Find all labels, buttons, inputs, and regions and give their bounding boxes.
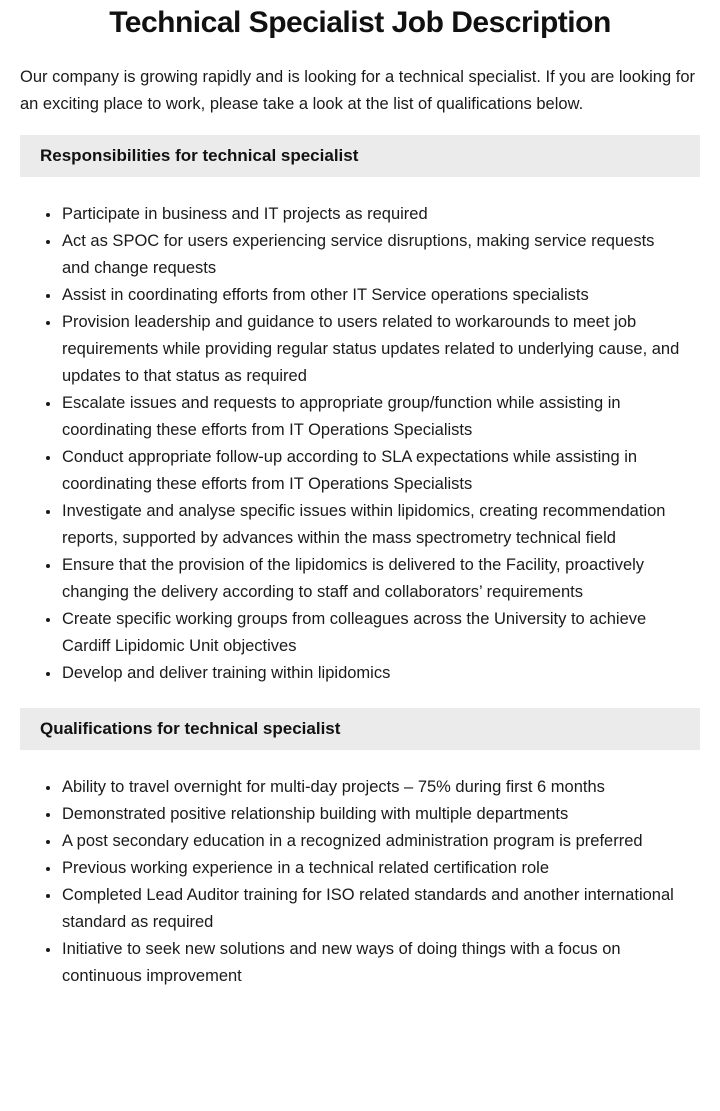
list-item: • Previous working experience in a technical related certification role — [61, 855, 682, 882]
list-item: • Conduct appropriate follow-up according to SLA expectations while assisting in coordinating these efforts from IT Operations Specialists — [61, 444, 682, 498]
list-item: • A post secondary education in a recognized administration program is preferred — [61, 828, 682, 855]
page-title: Technical Specialist Job Description — [109, 6, 611, 39]
list-item: • Ensure that the provision of the lipidomics is delivered to the Facility, proactively changing the delivery according to staff and collaborators’ requirements — [61, 552, 682, 606]
list-item: • Create specific working groups from colleagues across the University to achieve Cardiff Lipidomic Unit objectives — [61, 606, 682, 660]
list-item: • Completed Lead Auditor training for ISO related standards and another international standard as required — [61, 882, 682, 936]
list-item: • Initiative to seek new solutions and new ways of doing things with a focus on continuous improvement — [61, 936, 682, 990]
section-heading-responsibilities: Responsibilities for technical specialist — [20, 135, 700, 177]
section-qualifications — [20, 708, 700, 990]
list-item: • Develop and deliver training within lipidomics — [61, 660, 682, 687]
list-item: • Participate in business and IT projects as required — [61, 201, 682, 228]
list-item: • Investigate and analyse specific issues within lipidomics, creating recommendation reports, supported by advances within the mass spectrometry technical field — [61, 498, 682, 552]
list-item: • Assist in coordinating efforts from other IT Service operations specialists — [61, 282, 682, 309]
list-item: • Provision leadership and guidance to users related to workarounds to meet job requirements while providing regular status updates related to underlying cause, and updates to that status as required — [61, 309, 682, 390]
qualifications-list — [20, 774, 682, 990]
section-heading-qualifications: Qualifications for technical specialist — [20, 708, 700, 750]
list-item: • Act as SPOC for users experiencing service disruptions, making service requests and change requests — [61, 228, 682, 282]
list-item: • Demonstrated positive relationship building with multiple departments — [61, 801, 682, 828]
section-responsibilities — [20, 135, 700, 687]
responsibilities-list — [20, 201, 682, 687]
intro-paragraph: Our company is growing rapidly and is looking for a technical specialist. If you are looking for an exciting place to work, please take a look at the list of qualifications below. — [20, 68, 696, 113]
list-item: • Escalate issues and requests to appropriate group/function while assisting in coordinating these efforts from IT Operations Specialists — [61, 390, 682, 444]
list-item: • Ability to travel overnight for multi-day projects – 75% during first 6 months — [61, 774, 682, 801]
